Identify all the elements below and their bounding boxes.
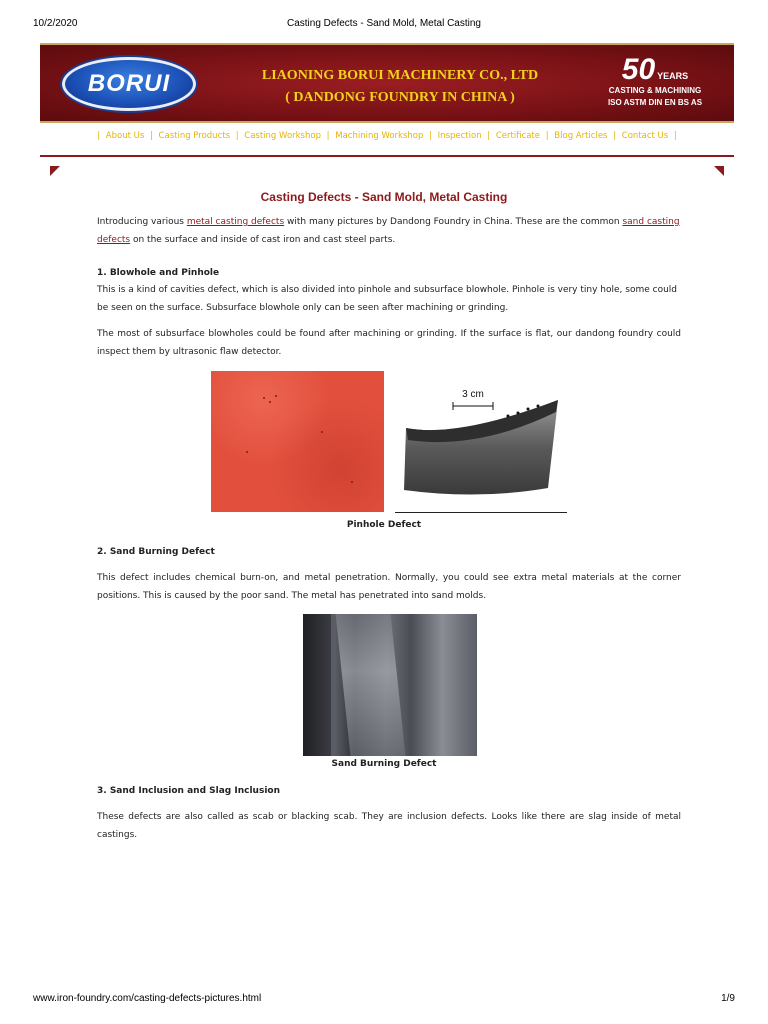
image-underline [395, 512, 567, 513]
sand-burning-photo [303, 614, 477, 756]
nav-divider [40, 155, 734, 157]
company-line-1: LIAONING BORUI MACHINERY CO., LTD [261, 68, 539, 83]
nav-separator: | [545, 131, 549, 141]
link-metal-casting-defects[interactable]: metal casting defects [186, 217, 285, 227]
company-name [220, 65, 580, 109]
nav-contact-us[interactable]: Contact Us [621, 131, 669, 141]
nav-separator: | [97, 131, 101, 141]
nav-machining-workshop[interactable]: Machining Workshop [335, 131, 424, 141]
print-url: www.iron-foundry.com/casting-defects-pictures.html [33, 993, 262, 1004]
sand-inclusion-paragraph: These defects are also called as scab or blacking scab. They are inclusion defects. Looks like there are slag inside of metal castings. [97, 812, 681, 840]
pinhole-surface-photo [211, 371, 384, 512]
sand-burning-paragraph: This defect includes chemical burn-on, and metal penetration. Normally, you could see extra metal materials at the corner positions. This is caused by the poor sand. The metal has penetrated into sand molds. [97, 573, 681, 601]
years-line-2: ISO ASTM DIN EN BS AS [607, 98, 703, 107]
company-line-2: ( DANDONG FOUNDRY IN CHINA ) [285, 90, 515, 105]
nav-separator: | [326, 131, 330, 141]
nav-inspection[interactable]: Inspection [437, 131, 482, 141]
link-sand-casting-defects[interactable]: sand casting defects [97, 217, 680, 245]
nav-casting-workshop[interactable]: Casting Workshop [244, 131, 321, 141]
intro-text-3: on the surface and inside of cast iron and cast steel parts. [130, 234, 396, 245]
intro-text-2: with many pictures by Dandong Foundry in China. These are the common [284, 217, 623, 227]
pinhole-caption: Pinhole Defect [346, 520, 422, 530]
page-title: Casting Defects - Sand Mold, Metal Casting [260, 190, 508, 204]
corner-ornament-left [50, 166, 60, 176]
years-line-1: CASTING & MACHINING [608, 86, 702, 95]
scale-label: 3 cm [462, 389, 484, 400]
nav-about-us[interactable]: About Us [105, 131, 145, 141]
nav-separator: | [613, 131, 617, 141]
site-banner [40, 43, 734, 123]
years-number: 50 [621, 53, 656, 86]
section-heading-sand-inclusion: 3. Sand Inclusion and Slag Inclusion [97, 786, 280, 796]
intro-text-1: Introducing various [97, 217, 187, 227]
print-header [0, 18, 768, 32]
nav-separator: | [149, 131, 153, 141]
print-title: Casting Defects - Sand Mold, Metal Casting [287, 18, 481, 29]
borui-logo[interactable] [62, 57, 196, 111]
pinhole-section-photo [398, 378, 566, 506]
nav-casting-products[interactable]: Casting Products [158, 131, 230, 141]
nav-separator: | [673, 131, 677, 141]
section-heading-sand-burning: 2. Sand Burning Defect [97, 547, 215, 557]
section-heading-blowhole: 1. Blowhole and Pinhole [97, 268, 220, 278]
nav-separator: | [235, 131, 239, 141]
main-nav [40, 131, 734, 147]
blowhole-paragraph-1: This is a kind of cavities defect, which is also divided into pinhole and subsurface blowhole. Pinhole is very tiny hole, some could be seen on the surface. Subsurface blowhole only can be seen after machining or grinding. [97, 285, 677, 313]
years-word: YEARS [657, 71, 689, 81]
sand-burning-caption: Sand Burning Defect [331, 759, 437, 769]
nav-separator: | [429, 131, 432, 141]
print-date: 10/2/2020 [33, 18, 78, 29]
nav-blog-articles[interactable]: Blog Articles [554, 131, 608, 141]
print-page-number: 1/9 [721, 993, 735, 1004]
years-badge [590, 55, 720, 109]
print-footer [0, 993, 768, 1007]
logo-text: BORUI [87, 70, 171, 97]
blowhole-paragraph-2: The most of subsurface blowholes could be found after machining or grinding. If the surface is flat, our dandong foundry could inspect them by ultrasonic flaw detector. [97, 329, 681, 357]
nav-certificate[interactable]: Certificate [495, 131, 541, 141]
nav-separator: | [487, 131, 491, 141]
corner-ornament-right [714, 166, 724, 176]
intro-paragraph [97, 214, 681, 249]
